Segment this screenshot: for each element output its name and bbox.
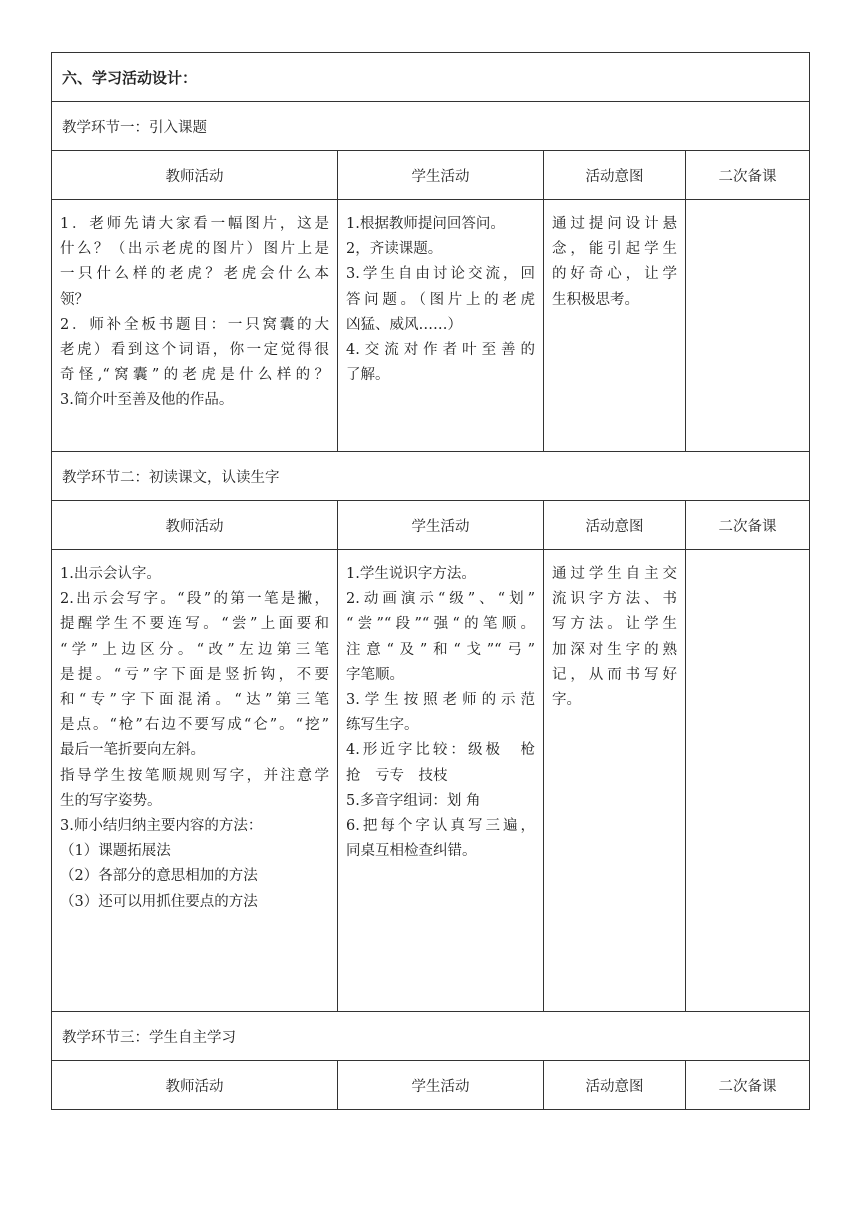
student-line: 同桌互相检查纠错。 (346, 843, 477, 860)
content-row (52, 200, 810, 452)
header-student-activity: 学生活动 (338, 1061, 544, 1110)
column-header-row (52, 151, 810, 200)
header-second-prep: 二次备课 (686, 501, 810, 550)
intent-line: 的好奇心，让学 (552, 266, 677, 283)
header-second-prep: 二次备课 (686, 151, 810, 200)
student-line: 6.把每个字认真写三遍， (346, 818, 535, 835)
content-row (52, 550, 810, 1012)
student-line: 2.动画演示“级”、“划” (346, 591, 535, 608)
intent-activity-cell (544, 550, 686, 1012)
student-line: 凶猛、威风……） (346, 316, 462, 333)
student-line: 抢 亏专 技枝 (346, 767, 448, 784)
intent-line: 生积极思考。 (552, 291, 639, 308)
teacher-line: 老虎）看到这个词语，你一定觉得很 (60, 342, 329, 359)
teacher-line: 生的写字姿势。 (60, 792, 162, 809)
teacher-line: （3）还可以用抓住要点的方法 (60, 893, 258, 910)
column-header-row (52, 501, 810, 550)
teacher-line: 领？ (60, 291, 89, 308)
stage-row (52, 452, 810, 501)
teacher-line: 什么？（出示老虎的图片）图片上是 (60, 241, 329, 258)
teacher-line: 指导学生按笔顺规则写字，并注意学 (60, 767, 329, 784)
intent-line: 字。 (552, 692, 581, 709)
student-activity-cell (338, 550, 544, 1012)
teacher-activity-cell (52, 550, 338, 1012)
header-teacher-activity: 教师活动 (52, 501, 338, 550)
activity-design-table (51, 52, 810, 1110)
student-line: 2，齐读课题。 (346, 241, 443, 258)
student-line: 4.形近字比较：级极 枪 (346, 742, 535, 759)
second-prep-cell (686, 550, 810, 1012)
student-line: 4.交流对作者叶至善的 (346, 342, 535, 359)
teacher-line: （2）各部分的意思相加的方法 (60, 868, 258, 885)
intent-activity-cell (544, 200, 686, 452)
teacher-line: 2．师补全板书题目：一只窝囊的大 (60, 316, 329, 333)
header-activity-intent: 活动意图 (544, 501, 686, 550)
intent-line: 通过提问设计悬 (552, 216, 677, 232)
column-header-row (52, 1061, 810, 1110)
intent-line: 写方法。让学生 (552, 616, 677, 633)
teacher-line: 一只什么样的老虎？老虎会什么本 (60, 266, 329, 283)
student-line: 注意“及”和“戈”“弓” (346, 641, 535, 658)
stage-title: 教学环节三：学生自主学习 (52, 1012, 810, 1061)
header-activity-intent: 活动意图 (544, 1061, 686, 1110)
student-line: 了解。 (346, 367, 390, 384)
stage-row (52, 1012, 810, 1061)
student-line: 3.学生自由讨论交流，回 (346, 266, 535, 283)
teacher-line: 奇怪,“窝囊”的老虎是什么样的？ (60, 367, 329, 384)
teacher-line: 最后一笔折要向左斜。 (60, 742, 205, 759)
header-student-activity: 学生活动 (338, 501, 544, 550)
student-line: 答问题。（图片上的老虎 (346, 291, 535, 308)
header-second-prep: 二次备课 (686, 1061, 810, 1110)
student-line: 练写生字。 (346, 717, 419, 734)
student-line: “尝”“段”“强“的笔顺。 (346, 616, 535, 633)
stage-title: 教学环节一：引入课题 (52, 102, 810, 151)
section-title: 六、学习活动设计： (52, 53, 810, 102)
intent-line: 通过学生自主交 (552, 566, 677, 582)
teacher-line: 3.简介叶至善及他的作品。 (60, 392, 234, 409)
student-line: 1.学生说识字方法。 (346, 566, 476, 582)
second-prep-cell (686, 200, 810, 452)
student-line: 3.学生按照老师的示范 (346, 692, 535, 709)
intent-line: 念，能引起学生 (552, 241, 677, 258)
header-activity-intent: 活动意图 (544, 151, 686, 200)
teacher-line: 是点。“枪”右边不要写成“仑”。“挖” (60, 717, 329, 734)
teacher-line: 1．老师先请大家看一幅图片，这是 (60, 216, 329, 232)
student-line: 1.根据教师提问回答问。 (346, 216, 505, 232)
header-teacher-activity: 教师活动 (52, 1061, 338, 1110)
teacher-line: 2.出示会写字。“段”的第一笔是撇， (60, 591, 329, 608)
teacher-line: 提醒学生不要连写。“尝”上面要和 (60, 616, 329, 633)
teacher-line: （1）课题拓展法 (60, 843, 171, 860)
teacher-line: 1.出示会认字。 (60, 566, 161, 582)
stage-title: 教学环节二：初读课文，认读生字 (52, 452, 810, 501)
student-line: 5.多音字组词：划 角 (346, 792, 481, 809)
teacher-activity-cell (52, 200, 338, 452)
intent-line: 加深对生字的熟 (552, 641, 677, 658)
intent-line: 流识字方法、书 (552, 591, 677, 608)
student-activity-cell (338, 200, 544, 452)
intent-line: 记，从而书写好 (552, 666, 677, 683)
teacher-line: 和“专”字下面混淆。“达”第三笔 (60, 692, 329, 709)
teacher-line: “学”上边区分。“改”左边第三笔 (60, 641, 329, 658)
header-teacher-activity: 教师活动 (52, 151, 338, 200)
teacher-line: 3.师小结归纳主要内容的方法： (60, 818, 263, 835)
student-line: 字笔顺。 (346, 666, 404, 683)
header-student-activity: 学生活动 (338, 151, 544, 200)
teacher-line: 是提。“亏”字下面是竖折钩，不要 (60, 666, 329, 683)
stage-row (52, 102, 810, 151)
